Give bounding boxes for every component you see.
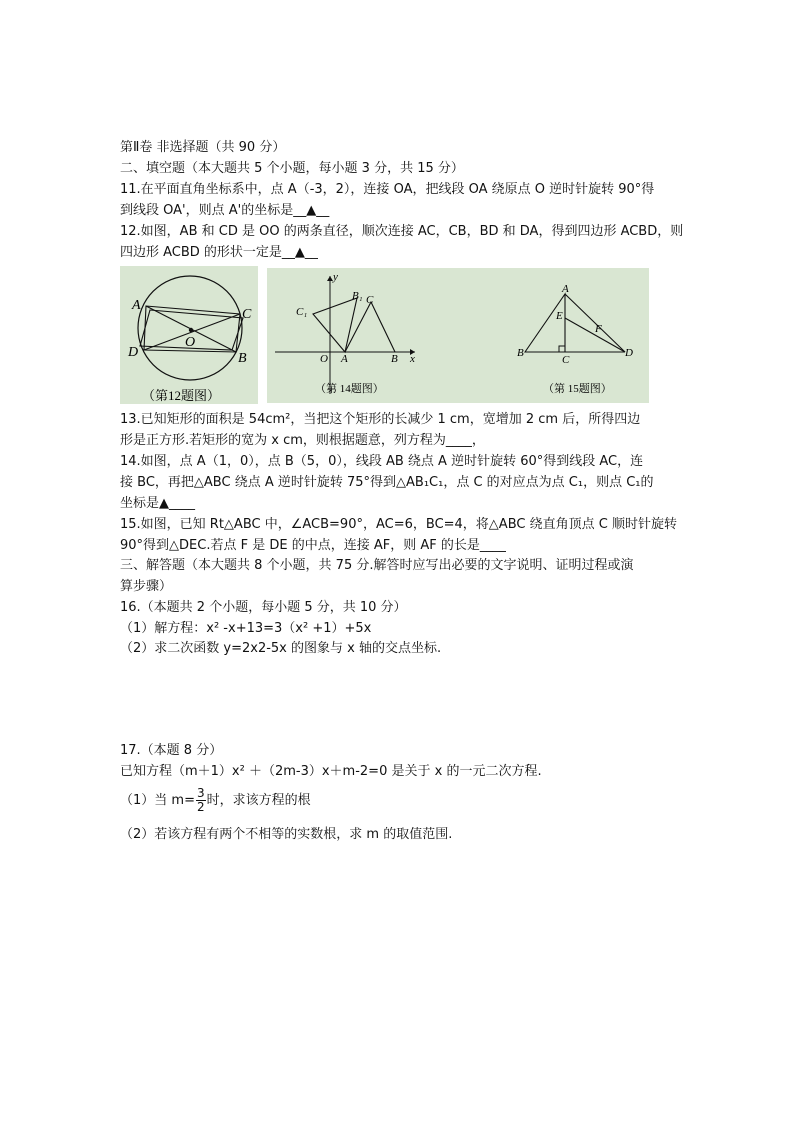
center-point: [189, 328, 193, 332]
q17-part2: （2）若该方程有两个不相等的实数根，求 m 的取值范围.: [120, 827, 453, 842]
q16-part2: （2）求二次函数 y=2x2-5x 的图象与 x 轴的交点坐标.: [120, 641, 442, 656]
section-title: 第Ⅱ卷 非选择题（共 90 分）: [120, 140, 286, 155]
q13-line2: 形是正方形.若矩形的宽为 x cm，则根据题意，列方程为____，: [120, 433, 485, 448]
label-b1: B₁: [352, 290, 363, 302]
triangle-abc15: [525, 294, 565, 352]
label-c15: C: [562, 354, 570, 366]
label-o: O: [185, 335, 196, 350]
q17-heading: 17.（本题 8 分）: [120, 743, 223, 758]
q15-line2: 90°得到△DEC.若点 F 是 DE 的中点，连接 AF，则 AF 的长是____: [120, 538, 506, 553]
label-b14: B: [391, 353, 398, 365]
q14-line1: 14.如图，点 A（1，0），点 B（5，0），线段 AB 绕点 A 逆时针旋转 60°得到线段 AC，连: [120, 454, 644, 469]
figure-14-15: [267, 268, 649, 403]
label-a: A: [132, 298, 141, 313]
label-origin: O: [320, 353, 328, 365]
label-e15: E: [556, 310, 563, 322]
q13-line1: 13.已知矩形的面积是 54cm²，当把这个矩形的长减少 1 cm，宽增加 2 cm 后，所得四边: [120, 412, 641, 427]
q12-line2: 四边形 ACBD 的形状一定是__▲__: [120, 245, 318, 260]
label-b: B: [238, 351, 247, 366]
label-c14: C: [366, 294, 374, 306]
label-f15: F: [595, 323, 602, 335]
label-d: D: [128, 345, 139, 360]
q12-line1: 12.如图，AB 和 CD 是 OO 的两条直径，顺次连接 AC，CB，BD 和 DA，得到四边形 ACBD，则: [120, 224, 684, 239]
q14-line3: 坐标是▲____: [120, 496, 195, 511]
q11-line1: 11.在平面直角坐标系中，点 A（-3，2），连接 OA，把线段 OA 绕原点 O 逆时针旋转 90°得: [120, 182, 655, 197]
answer-heading-line1: 三、解答题（本大题共 8 个小题，共 75 分.解答时应写出必要的文字说明、证明过程或演: [120, 558, 634, 573]
q16-part1: （1）解方程：x² -x+13=3（x² +1）+5x: [120, 621, 372, 636]
figure-12: [120, 266, 258, 404]
label-c: C: [242, 307, 252, 322]
fraction-three-halves: [196, 787, 206, 814]
q15-line1: 15.如图，已知 Rt△ABC 中，∠ACB=90°，AC=6，BC=4，将△ABC 绕直角顶点 C 顺时针旋转: [120, 517, 677, 532]
q11-line2: 到线段 OA'，则点 A'的坐标是__▲__: [120, 203, 330, 218]
right-angle-mark: [559, 346, 565, 352]
triangle-abc: [345, 302, 395, 352]
answer-heading-line2: 算步骤）: [120, 579, 173, 594]
q17-part1: [120, 786, 680, 816]
fraction-denominator: 2: [196, 800, 205, 814]
q16-heading: 16.（本题共 2 个小题，每小题 5 分，共 10 分）: [120, 600, 407, 615]
q17-part1-prefix: （1）当 m=: [120, 793, 195, 808]
label-c1: C₁: [296, 306, 308, 318]
q17-statement: 已知方程（m＋1）x² ＋（2m-3）x＋m-2=0 是关于 x 的一元二次方程.: [120, 764, 542, 779]
label-d15: D: [625, 347, 633, 359]
label-y: y: [333, 271, 338, 283]
label-a14: A: [341, 353, 348, 365]
q14-line2: 接 BC，再把△ABC 绕点 A 逆时针旋转 75°得到△AB₁C₁，点 C 的对应点为点 C₁，则点 C₁的: [120, 475, 654, 490]
label-x: x: [410, 353, 415, 365]
caption-12: （第12题图）: [142, 388, 221, 403]
q17-part1-suffix: 时，求该方程的根: [206, 793, 311, 808]
triangle-ab1c1: [313, 298, 357, 352]
label-b15: B: [517, 347, 524, 359]
caption-14: （第 14题图）: [315, 383, 384, 395]
fill-blank-heading: 二、填空题（本大题共 5 个小题，每小题 3 分，共 15 分）: [120, 161, 464, 176]
label-a15: A: [562, 283, 569, 295]
fraction-numerator: 3: [196, 786, 205, 800]
caption-15: （第 15题图）: [543, 383, 612, 395]
